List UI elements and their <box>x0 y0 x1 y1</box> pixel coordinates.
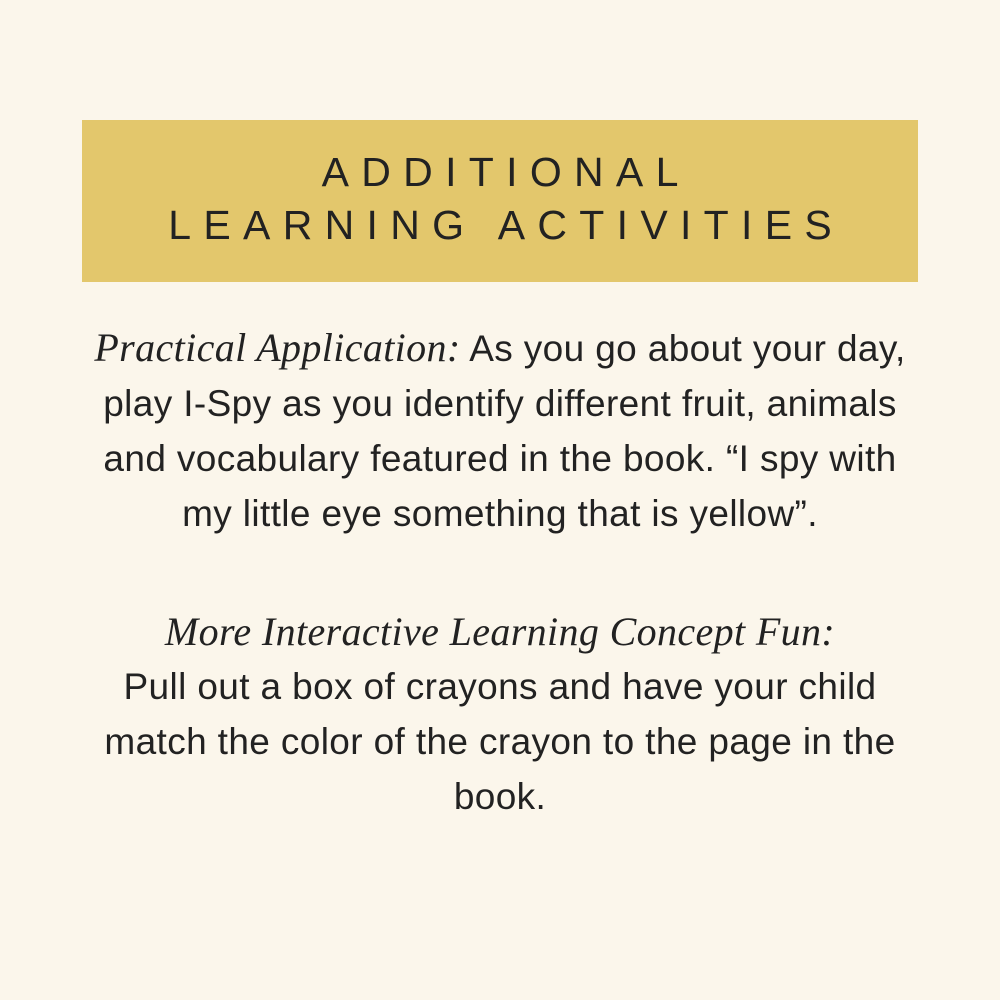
paragraph-more-interactive-learning <box>75 604 925 824</box>
paragraph-body-more-interactive-learning: Pull out a box of crayons and have your child match the color of the crayon to the page in the book. <box>104 666 896 817</box>
title-banner <box>82 120 918 282</box>
paragraph-lead-more-interactive-learning: More Interactive Learning Concept Fun: <box>164 609 836 654</box>
paragraph-body-practical-application: As you go about your day, play I-Spy as you identify different fruit, animals and vocabulary featured in the book. “I spy with my little eye something that is yellow”. <box>103 328 906 534</box>
page-title-line-1: ADDITIONAL <box>321 149 691 195</box>
content-area <box>75 320 925 824</box>
paragraph-practical-application <box>75 320 925 541</box>
page-title-line-2: LEARNING ACTIVITIES <box>168 202 844 248</box>
paragraph-lead-practical-application: Practical Application: <box>94 325 461 370</box>
